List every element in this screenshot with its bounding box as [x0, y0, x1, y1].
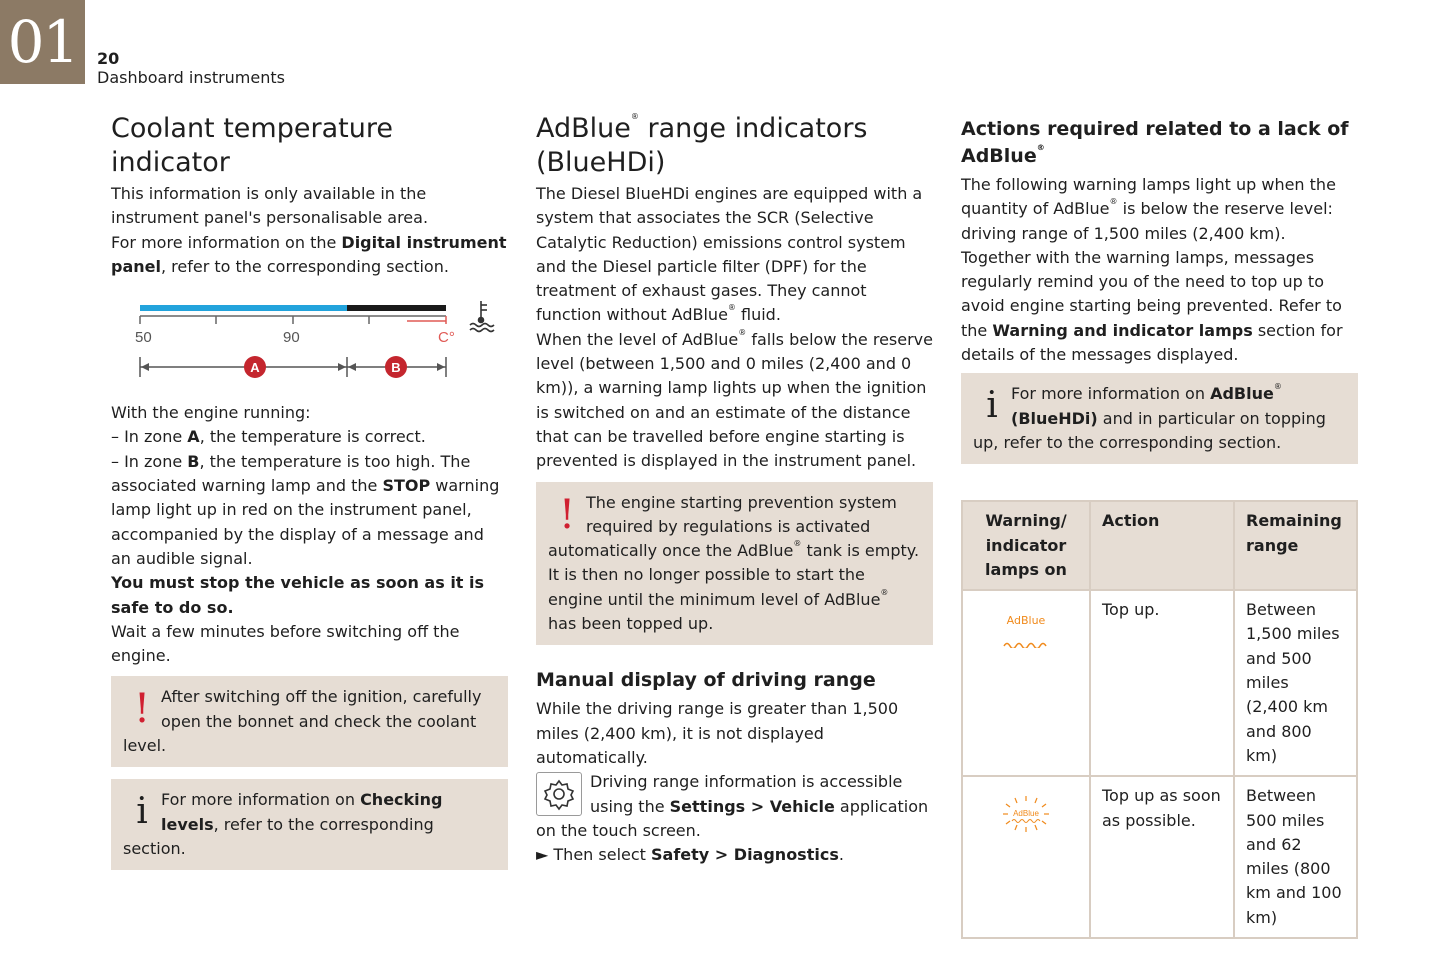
arrow-icon: ►	[536, 845, 549, 865]
bluehdi-intro: The Diesel BlueHDi engines are equipped with a system that associates the SCR (Selective Catalytic Reduction) emissions control system and the Diesel particle filter (DPF) for the treatment of exhaust gases. They cannot function without AdBlue® fluid.	[536, 184, 923, 325]
start-prevention-text: The engine starting prevention system required by regulations is activated automatically once the AdBlue® tank is empty. It is then no longer possible to start the engine until the minimum level of AdBlue® has been topped up.	[548, 492, 920, 634]
table-row	[962, 590, 1357, 776]
zone-a-text: – In zone A, the temperature is correct.	[111, 427, 426, 447]
action-cell: Top up as soon as possible.	[1090, 776, 1234, 938]
tick-50: 50	[135, 329, 152, 347]
action-cell: Top up.	[1090, 590, 1234, 776]
adblue-lamp-icon: AdBlue	[974, 609, 1078, 658]
section-title: Dashboard instruments	[97, 68, 285, 87]
info-icon: i	[986, 385, 998, 427]
adblue-range-title: AdBlue® range indicators (BlueHDi)	[536, 112, 868, 178]
coolant-column	[111, 112, 508, 870]
adblue-info-text: For more information on AdBlue® (BlueHDi) and in particular on topping up, refer to the corresponding section.	[973, 382, 1326, 452]
reserve-level-text: When the level of AdBlue® falls below the reserve level (between 1,500 and 0 miles (2,400 and 0 km)), a warning lamp lights up when the ignition is switched on and an estimate of the distance that can be travelled before engine starting is prevented is displayed in the instrument panel.	[536, 327, 933, 471]
checking-levels-text: For more information on Checking levels, refer to the corresponding section.	[123, 790, 443, 858]
zone-b-label: B	[391, 360, 401, 376]
manual-display-title: Manual display of driving range	[536, 669, 876, 692]
adblue-info-note	[961, 373, 1358, 464]
header-range: Remaining range	[1234, 501, 1357, 590]
start-prevention-note	[536, 482, 933, 646]
coolant-warning-note	[111, 676, 508, 767]
tick-90: 90	[283, 329, 300, 347]
adblue-lamp-cell	[962, 590, 1090, 776]
table-row	[962, 776, 1357, 938]
adblue-actions-column	[961, 116, 1358, 939]
zone-a-label: A	[250, 360, 260, 376]
coolant-intro-ref: For more information on the Digital instrument panel, refer to the corresponding section.	[111, 232, 507, 276]
range-cell: Between 1,500 miles and 500 miles (2,400 km and 800 km)	[1234, 590, 1357, 776]
coolant-icon	[470, 301, 494, 332]
engine-running-text: With the engine running:	[111, 403, 311, 423]
adblue-actions-title: Actions required related to a lack of AdBlue®	[961, 118, 1349, 167]
zone-b-text: – In zone B, the temperature is too high. The associated warning lamp and the STOP warning lamp light up in red on the instrument panel, accompanied by the display of a message and an audible signal.	[111, 451, 500, 568]
checking-levels-note	[111, 779, 508, 870]
adblue-flashing-lamp-icon	[1001, 795, 1051, 833]
table-header-row	[962, 501, 1357, 590]
coolant-intro: This information is only available in the instrument panel's personalisable area.	[111, 184, 429, 228]
messages-text: Together with the warning lamps, messages regularly remind you of the need to top up to avoid engine starting being prevented. Refer to the Warning and indicator lamps section for details of the messages displayed.	[961, 247, 1343, 365]
must-stop-text: You must stop the vehicle as soon as it is safe to do so.	[111, 573, 485, 617]
adblue-lamp-cell	[962, 776, 1090, 938]
warning-icon: !	[558, 491, 576, 538]
header-lamps: Warning/ indicator lamps on	[962, 501, 1090, 590]
unit-celsius: C°	[438, 329, 455, 347]
adblue-range-column	[536, 112, 933, 867]
coolant-title: Coolant temperature indicator	[111, 113, 393, 178]
select-diagnostics-step: ► Then select Safety > Diagnostics.	[536, 845, 844, 865]
coolant-warning-text: After switching off the ignition, carefully open the bonnet and check the coolant level.	[123, 687, 482, 756]
range-cell: Between 500 miles and 62 miles (800 km and 100 km)	[1234, 776, 1357, 938]
settings-gear-icon	[536, 772, 582, 816]
warning-icon: !	[133, 686, 151, 733]
adblue-lamps-table	[961, 500, 1358, 939]
manual-display-text: While the driving range is greater than 1,500 miles (2,400 km), it is not displayed automatically.	[536, 699, 899, 767]
chapter-tab: 01	[0, 0, 85, 84]
info-icon: i	[136, 791, 148, 833]
header-action: Action	[1090, 501, 1234, 590]
settings-instruction: Driving range information is accessible using the Settings > Vehicle application on the touch screen.	[536, 772, 929, 840]
wait-text: Wait a few minutes before switching off the engine.	[111, 621, 460, 666]
page-number: 20	[97, 49, 120, 68]
coolant-gauge-diagram	[111, 289, 508, 399]
svg-text:AdBlue: AdBlue	[1013, 809, 1039, 819]
lamps-intro: The following warning lamps light up when the quantity of AdBlue® is below the reserve level: driving range of 1,500 miles (2,400 km).	[961, 175, 1336, 243]
